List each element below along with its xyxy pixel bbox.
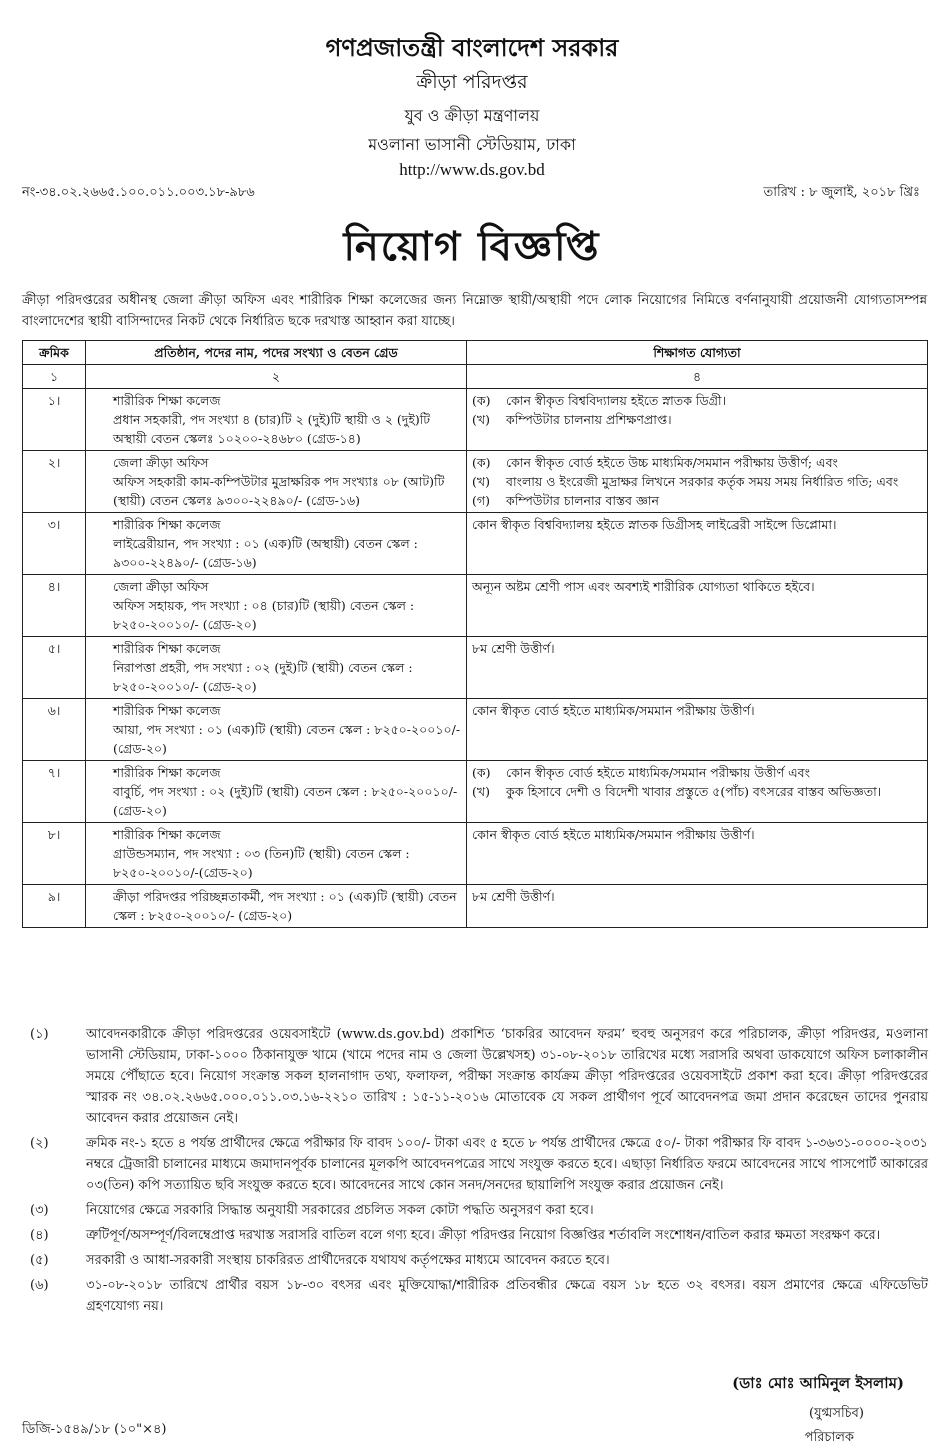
memo-number: নং-৩৪.০২.২৬৬৫.১০০.০১১.০০৩.১৮-৯৮৬ [22,185,255,200]
note-text: ক্রমিক নং-১ হতে ৪ পর্যন্ত প্রার্থীদের ক্ষেত্রে পরীক্ষার ফি বাবদ ১০০/- টাকা এবং ৫ হতে ৮ পর্যন্ত প্রার্থীদের ক্ষেত্রে ৫০/- টাকা পরীক্ষার ফি বাবদ ১-৩৬৩১-০০০০-২০৩১ নম্বরে ট্রেজারী চালানের মাধ্যমে জমাদানপূর্বক চালানের মূলকপি আবেদনপত্রের সাথে সংযুক্ত করতে হবে। এছাড়া নির্ধারিত ফরমে আবেদনের সাথে পাসপোর্ট আকারের ০৩(তিন) কপি সত্যায়িত ছবি সংযুক্ত করতে হবে। আবেদনের সাথে কোন সনদ/সনদের ছায়ালিপি সংযুক্ত করার প্রয়োজন নেই। [86,1136,928,1193]
row-qualification-cell [467,575,928,637]
row-serial: ৭। [23,761,86,823]
note-item [22,1225,928,1246]
row-organization: শারীরিক শিক্ষা কলেজ [113,641,221,656]
qualification-item [472,491,922,510]
row-post-details: বাবুর্চি, পদ সংখ্যা : ০২ (দুই)টি (স্থায়ী) বেতন স্কেল : ৮২৫০-২০০১০/- (গ্রেড-২০) [113,784,458,818]
row-organization: জেলা ক্রীড়া অফিস [113,455,209,470]
row-post-details: অফিস সহকারী কাম-কম্পিউটার মুদ্রাক্ষরিক পদ সংখ্যাঃ ০৮ (আট)টি (স্থায়ী) বেতন স্কেলঃ ৯৩০০-২২৪৯০/- (গ্রেড-১৬) [113,474,445,508]
row-post-cell [86,823,467,885]
note-item [22,1200,928,1221]
row-qualification-cell [467,389,928,451]
note-text: ত্রুটিপূর্ণ/অসম্পূর্ণ/বিলম্বেপ্রাপ্ত দরখাস্ত সরাসরি বাতিল বলে গণ্য হবে। ক্রীড়া পরিদপ্তর নিয়োগ বিজ্ঞপ্তির শর্তাবলি সংশোধন/বাতিল করার ক্ষমতা সংরক্ষণ করে। [86,1228,881,1243]
notice-title: নিয়োগ বিজ্ঞপ্তি [343,223,601,270]
qualification-text: ৮ম শ্রেণী উত্তীর্ণ। [472,889,555,904]
office-address: মওলানা ভাসানী স্টেডিয়াম, ঢাকা [368,135,576,154]
row-post-cell [86,761,467,823]
row-serial: ৪। [23,575,86,637]
row-qualification-cell [467,451,928,513]
row-post-details: নিরাপত্তা প্রহরী, পদ সংখ্যা : ০২ (দুই)টি (স্থায়ী) বেতন স্কেল : ৮২৫০-২০০১০/- (গ্রেড-২০) [113,660,413,694]
qualification-marker: (ক) [472,765,491,780]
col-number: ২ [86,365,467,389]
table-row [23,637,928,699]
header-post: প্রতিষ্ঠান, পদের নাম, পদের সংখ্যা ও বেতন গ্রেড [86,341,467,365]
note-number: (৪) [30,1228,49,1243]
row-post-details: আয়া, পদ সংখ্যা : ০১ (এক)টি (স্থায়ী) বেতন স্কেল : ৮২৫০-২০০১০/- (গ্রেড-২০) [113,722,461,756]
note-text: আবেদনকারীকে ক্রীড়া পরিদপ্তরের ওয়েবসাইটে (www.ds.gov.bd) প্রকাশিত ‘চাকরির আবেদন ফরম’ হুবহু অনুসরণ করে পরিচালক, ক্রীড়া পরিদপ্তর, মওলানা ভাসানী স্টেডিয়াম, ঢাকা-১০০০ ঠিকানাযুক্ত খামে (খামে পদের নাম ও জেলা উল্লেখসহ) ৩১-০৮-২০১৮ তারিখের মধ্যে সরাসরি অথবা ডাকযোগে অফিস চলাকালীন সময়ে পৌঁছাতে হবে। নিয়োগ সংক্রান্ত সকল হালনাগাদ তথ্য, ফলাফল, পরীক্ষা সংক্রান্ত কার্যক্রম ক্রীড়া পরিদপ্তরের ওয়েবসাইটে প্রকাশ করা হবে। ক্রীড়া পরিদপ্তরের স্মারক নং ৩৪.০২.২৬৬৫.০০০.০১১.০৩.১৬-২২১০ তারিখ : ১৫-১১-২০১৬ মোতাবেক যে সকল প্রার্থীগণ পূর্বে আবেদনপত্র জমা প্রদান করেছেন তাদের পুনরায় আবেদন করার প্রয়োজন নেই। [86,1027,928,1126]
row-qualification-cell [467,761,928,823]
table-row [23,823,928,885]
note-item [22,1024,928,1129]
intro-paragraph: ক্রীড়া পরিদপ্তরের অধীনস্থ জেলা ক্রীড়া অফিস এবং শারীরিক শিক্ষা কলেজের জন্য নিম্নোক্ত স্থায়ী/অস্থায়ী পদে লোক নিয়োগের নিমিত্তে বর্ণনানুযায়ী প্রয়োজনী যোগ্যতাসম্পন্ন বাংলাদেশের স্থায়ী বাসিন্দাদের নিকট থেকে নির্ধারিত ছকে দরখাস্ত আহ্বান করা যাচ্ছে। [22,293,927,329]
row-post-cell [86,885,467,928]
note-number: (৫) [30,1253,49,1268]
qualification-item [472,472,922,491]
row-serial: ৩। [23,513,86,575]
note-text: ৩১-০৮-২০১৮ তারিখে প্রার্থীর বয়স ১৮-৩০ বৎসর এবং মুক্তিযোদ্ধা/শারীরিক প্রতিবন্ধীর ক্ষেত্রে বয়স ১৮ হতে ৩২ বৎসর। বয়স প্রমাণের ক্ষেত্রে এফিডেভিট গ্রহণযোগ্য নয়। [86,1278,928,1314]
row-organization: শারীরিক শিক্ষা কলেজ [113,517,221,532]
qualification-item [472,782,922,801]
row-organization: শারীরিক শিক্ষা কলেজ [113,703,221,718]
note-number: (৩) [30,1203,49,1218]
qualification-marker: (খ) [472,784,490,799]
col-number: ১ [23,365,86,389]
note-number: (১) [30,1027,49,1042]
note-item [22,1250,928,1271]
qualification-text: কোন স্বীকৃত বিশ্ববিদ্যালয় হইতে স্নাতক ডিগ্রী। [506,393,727,408]
qualification-text: কোন স্বীকৃত বোর্ড হইতে মাধ্যমিক/সমমান পরীক্ষায় উত্তীর্ণ। [472,703,755,718]
qualification-text: কোন স্বীকৃত বোর্ড হইতে মাধ্যমিক/সমমান পরীক্ষায় উত্তীর্ণ। [472,827,755,842]
note-text: নিয়োগের ক্ষেত্রে সরকারি সিদ্ধান্ত অনুযায়ী সরকারের প্রচলিত সকল কোটা পদ্ধতি অনুসরণ করা হবে। [86,1203,594,1218]
qualification-item [472,453,922,472]
qualification-text: কুক হিসাবে দেশী ও বিদেশী খাবার প্রস্তুতে ৫(পাঁচ) বৎসরের বাস্তব অভিজ্ঞতা। [506,784,882,799]
qualification-text: কম্পিউটার চালনায় প্রশিক্ষণপ্রাপ্ত। [506,412,672,427]
row-post-cell [86,451,467,513]
header-serial: ক্রমিক [23,341,86,365]
ministry-name: যুব ও ক্রীড়া মন্ত্রণালয় [404,106,540,125]
row-post-details: ক্রীড়া পরিদপ্তর পরিচ্ছন্নতাকর্মী, পদ সংখ্যা : ০১ (এক)টি (স্থায়ী) বেতন স্কেল : ৮২৫০-২০০১০/- (গ্রেড-২০) [113,889,457,923]
row-post-cell [86,637,467,699]
qualification-item [472,887,922,906]
note-item [22,1133,928,1196]
qualification-text: ৮ম শ্রেণী উত্তীর্ণ। [472,641,555,656]
qualification-text: কোন স্বীকৃত বোর্ড হইতে উচ্চ মাধ্যমিক/সমমান পরীক্ষায় উত্তীর্ণ; এবং [506,455,838,470]
row-qualification-cell [467,699,928,761]
qualification-marker: (ক) [472,393,491,408]
qualification-item [472,391,922,410]
vacancy-table [22,340,928,928]
row-organization: শারীরিক শিক্ষা কলেজ [113,393,221,408]
row-qualification-cell [467,637,928,699]
row-post-details: অফিস সহায়ক, পদ সংখ্যা : ০৪ (চার)টি (স্থায়ী) বেতন স্কেল : ৮২৫০-২০০১০/- (গ্রেড-২০) [113,598,415,632]
note-number: (৬) [30,1278,49,1293]
qualification-item [472,410,922,429]
row-qualification-cell [467,513,928,575]
qualification-text: কোন স্বীকৃত বিশ্ববিদ্যালয় হইতে স্নাতক ডিগ্রীসহ লাইব্রেরী সাইন্সে ডিপ্লোমা। [472,517,837,532]
row-serial: ৮। [23,823,86,885]
table-row [23,389,928,451]
row-qualification-cell [467,885,928,928]
signatory-designation: (যুগ্মসচিব) [809,1406,864,1421]
header-qualification: শিক্ষাগত যোগ্যতা [467,341,928,365]
notice-date: তারিখ : ৮ জুলাই, ২০১৮ খ্রিঃ [763,185,920,200]
notes-list [22,1024,928,1321]
qualification-text: বাংলায় ও ইংরেজী মুদ্রাক্ষর লিখনে সরকার কর্তৃক সময় সময় নির্ধারিত গতি; এবং [506,474,899,489]
qualification-item [472,515,922,534]
table-row [23,761,928,823]
note-item [22,1275,928,1317]
row-serial: ৯। [23,885,86,928]
note-number: (২) [30,1136,49,1151]
row-post-cell [86,575,467,637]
department-name: ক্রীড়া পরিদপ্তর [416,71,528,93]
qualification-marker: (খ) [472,412,490,427]
qualification-text: কম্পিউটার চালনার বাস্তব জ্ঞান [506,493,659,508]
col-number: ৪ [467,365,928,389]
signatory-role: পরিচালক [804,1430,854,1445]
row-post-details: প্রধান সহকারী, পদ সংখ্যা ৪ (চার)টি ২ (দুই)টি স্থায়ী ও ২ (দুই)টি অস্থায়ী বেতন স্কেলঃ ১০২০০-২৪৬৮০ (গ্রেড-১৪) [113,412,431,446]
row-serial: ২। [23,451,86,513]
qualification-text: কোন স্বীকৃত বোর্ড হইতে মাধ্যমিক/সমমান পরীক্ষায় উত্তীর্ণ এবং [506,765,810,780]
row-qualification-cell [467,823,928,885]
row-post-cell [86,699,467,761]
signatory-name: (ডাঃ মোঃ আমিনুল ইসলাম) [732,1374,904,1392]
qualification-marker: (খ) [472,474,490,489]
qualification-item [472,577,922,596]
row-serial: ৫। [23,637,86,699]
row-serial: ১। [23,389,86,451]
table-row [23,575,928,637]
table-row [23,513,928,575]
qualification-item [472,825,922,844]
row-post-details: গ্রাউন্ডসম্যান, পদ সংখ্যা : ০৩ (তিন)টি (স্থায়ী) বেতন স্কেল : ৮২৫০-২০০১০/-(গ্রেড-২০) [113,846,410,880]
row-serial: ৬। [23,699,86,761]
website-link[interactable]: http://www.ds.gov.bd [399,160,545,179]
qualification-marker: (ক) [472,455,491,470]
table-row [23,885,928,928]
row-post-cell [86,513,467,575]
qualification-item [472,639,922,658]
footer-reference: ডিজি-১৫৪৯/১৮ (১০"×৪) [22,1422,167,1437]
row-post-details: লাইব্রেরীয়ান, পদ সংখ্যা : ০১ (এক)টি (অস্থায়ী) বেতন স্কেল : ৯৩০০-২২৪৯০/- (গ্রেড-১৬) [113,536,418,570]
qualification-item [472,701,922,720]
note-text: সরকারী ও আধা-সরকারী সংস্থায় চাকরিরত প্রার্থীদেরকে যথাযথ কর্তৃপক্ষের মাধ্যমে আবেদন করতে হবে। [86,1253,610,1268]
qualification-item [472,763,922,782]
qualification-marker: (গ) [472,493,490,508]
table-row [23,451,928,513]
row-organization: শারীরিক শিক্ষা কলেজ [113,765,221,780]
row-organization: শারীরিক শিক্ষা কলেজ [113,827,221,842]
qualification-text: অন্যূন অষ্টম শ্রেণী পাস এবং অবশ্যই শারীরিক যোগ্যতা থাকিতে হইবে। [472,579,815,594]
row-organization: জেলা ক্রীড়া অফিস [113,579,209,594]
row-post-cell [86,389,467,451]
table-row [23,699,928,761]
govt-heading: গণপ্রজাতন্ত্রী বাংলাদেশ সরকার [325,33,619,62]
